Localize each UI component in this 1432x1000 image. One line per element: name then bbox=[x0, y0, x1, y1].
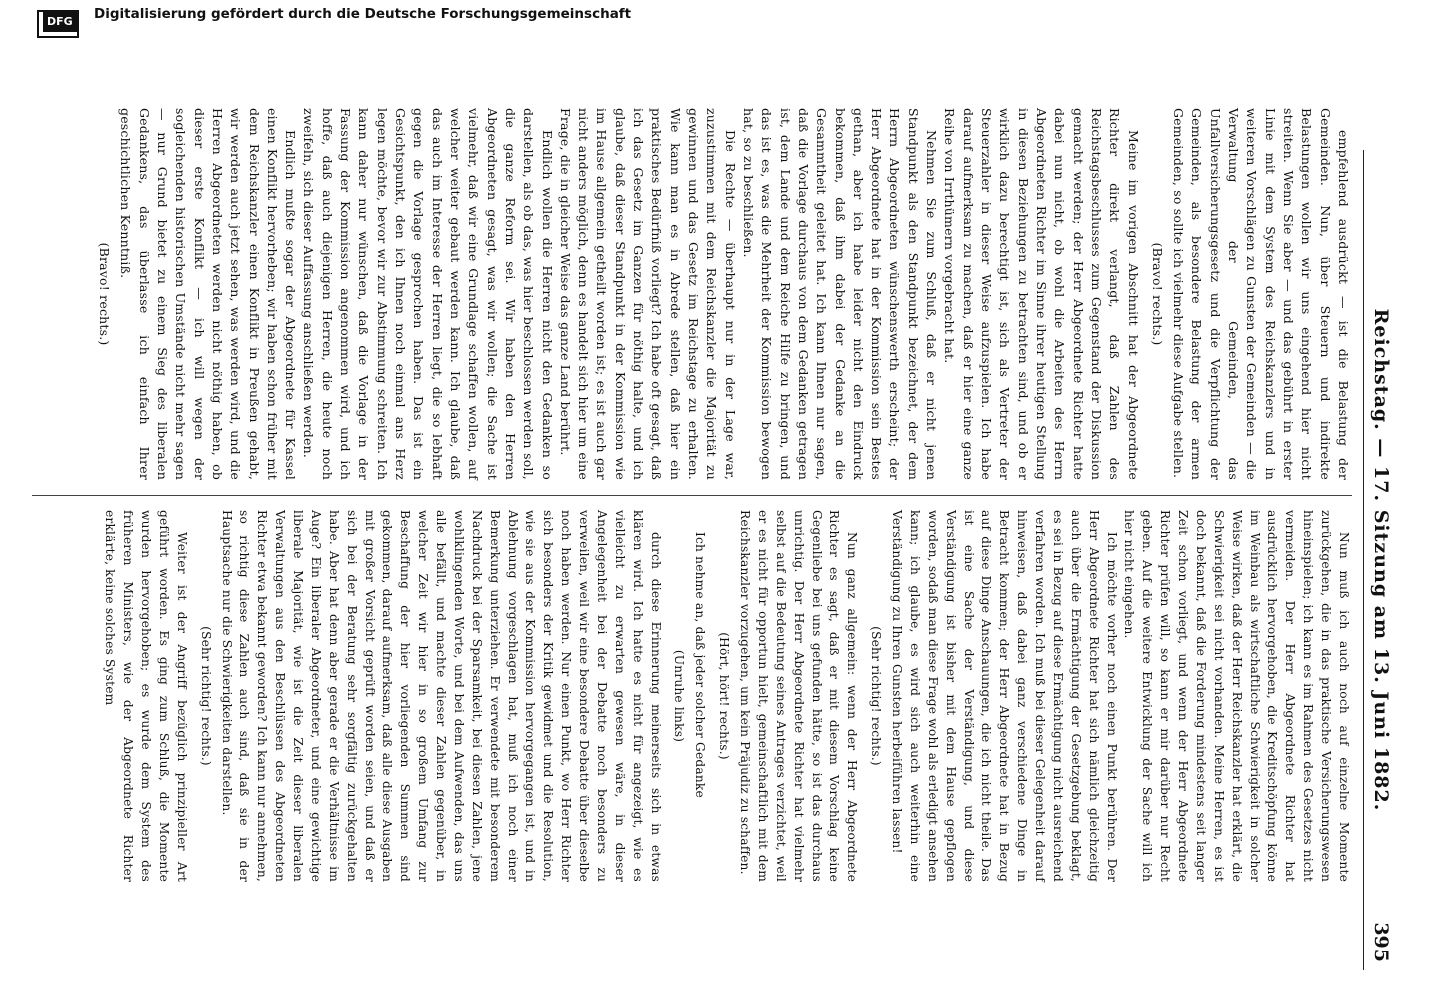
left-column bbox=[101, 510, 1353, 882]
paragraph: Ich möchte vorher noch einen Punkt berühren. Der Herr Abgeordnete Richter hat sich nämlich gleichzeitig auch über die Ermächtigung der Gesetzgebung beklagt, es sei in Bezug auf diese Ermächtigung nicht ausreichend verfahren worden. Ich muß bei dieser Gelegenheit darauf hinweisen, daß dabei ganz verschiedene Dinge in Betracht kommen; der Herr Abgeordnete hat in Bezug auf diese Dinge Anschauungen, die ich nicht theile. Das ist eine Sache der Verständigung, und diese Verständigung ist bisher mit dem Hause gepflogen worden, sodaß man diese Frage wohl als erledigt ansehen kann; ich glaube, es wird sich auch weiterhin eine Verständigung zu Ihren Gunsten herbeiführen lassen! bbox=[890, 510, 1119, 882]
interjection: (Bravo! rechts.) bbox=[1149, 242, 1165, 346]
paragraph: Nun muß ich auch noch auf einzelne Momente zurückgehen, die in das praktische Versicherungswesen hineinspielen; ich kann es im Rahmen des Gesetzes nicht vermeiden. Der Herr Abgeordnete Richter hat ausdrücklich hervorgehoben, die Kreditschöpfung könne im Weinbau als wirtschaftliche Schwierigkeit in solcher Weise wirken, daß der Herr Reichskanzler hat erklärt, die Schwierigkeit sei nicht vorhanden. Meine Herren, es ist doch bekannt, daß die Forderung mindestens seit langer Zeit schon vorliegt, und wenn der Herr Abgeordnete Richter prüfen will, so kann er mir darüber nur Recht geben. Auf die weitere Entwicklung der Sache will ich hier nicht eingehen. bbox=[1122, 510, 1351, 882]
paragraph: Endlich mußte sogar der Abgeordnete für Kassel einen Konflikt hervorheben; wir haben schon früher mit dem Reichskanzler einen Konflikt in Preußen gehabt, wir werden auch jetzt sehen, was werden wird, und die Herren Abgeordneten werden nicht nöthig haben, ob dieser erste Konflikt — ich will wegen der sogleichenden historischen Umstände nicht mehr sagen — nur Grund bietet zu einem Sieg des liberalen Gedankens, das überlasse ich einfach Ihrer geschichtlichen Kenntniß. bbox=[118, 108, 299, 480]
paragraph: Meine im vorigen Abschnitt hat der Abgeordnete Richter direkt verlangt, daß Zahlen des Reichstagsbeschlusses zum Gegenstand der Diskussion gemacht werden; der Herr Abgeordnete Richter hatte dabei nun nicht, ob wohl die Arbeiten des Herrn Abgeordneten Richter im Sinne ihrer heutigen Stellung in diesen Beziehungen zu betrachten sind, und ob er wirklich dazu berechtigt ist, sich als Vertreter der Steuerzahler in dieser Weise aufzuspielen. Ich habe darauf aufmerksam zu machen, daß er hier eine ganze Reihe von Irrthümern vorgebracht hat. bbox=[942, 108, 1141, 480]
paragraph: Weiter ist der Angriff bezüglich prinzipieller Art geführt worden. Es ging zum Schluß, die Momente wurden hervorgehoben; es wurde dem System des früheren Ministers, wie der Abgeordnete Richter erklärte, keine solches System bbox=[103, 510, 189, 882]
interjection: (Unruhe links) bbox=[672, 649, 687, 743]
interjection: (Hört, hört! rechts.) bbox=[717, 632, 732, 760]
paragraph: Endlich wollen die Herren nicht den Gedanken so darstellen, als ob das, was hier beschlossen werden soll, die ganze Reform sei. Wir haben den Herren Abgeordneten gesagt, was wir wollen; die Sache ist vielmehr, daß wir eine Grundlage schaffen wollen, auf welcher weiter gebaut werden kann. Ich glaube, daß das auch im Interesse der Herren liegt, die so lebhaft gegen die Vorlage gesprochen haben. Das ist ein Gesichtspunkt, den ich Ihnen noch einmal ans Herz legen möchte, bevor wir zur Abstimmung schreiten. Ich kann daher nur wünschen, daß die Vorlage in der Fassung der Kommission angenommen wird, und ich hoffe, daß auch diejenigen Herren, die heute noch zweifeln, sich dieser Auffassung anschließen werden. bbox=[301, 108, 555, 480]
paragraph: Ich nehme an, daß jeder solcher Gedanke bbox=[693, 532, 708, 798]
paragraph: Nun ganz allgemein: wenn der Herr Abgeordnete Richter es sagt, daß er mit diesem Vorschlag keine Gegenliebe bei uns gefunden hätte, so ist das durchaus unrichtig. Der Herr Abgeordnete Richter hat vielmehr selbst auf die Bedeutung seines Antrages verzichtet, weil er es nicht für opportun hielt, gemeinschaftlich mit dem Reichskanzler vorzugehen, um kein Präjudiz zu schaffen. bbox=[738, 510, 860, 882]
funding-credit: Digitalisierung gefördert durch die Deutsche Forschungsgemeinschaft bbox=[94, 6, 632, 22]
page-number: 395 bbox=[1370, 922, 1392, 962]
page-header-title: Reichstag. — 17. Sitzung am 13. Juni 1882. bbox=[1370, 308, 1392, 812]
dfg-logo-icon bbox=[37, 10, 79, 38]
interjection: (Sehr richtig! rechts.) bbox=[198, 626, 213, 766]
digitization-sidebar bbox=[24, 6, 1424, 40]
interjection: (Sehr richtig! rechts.) bbox=[869, 626, 884, 766]
column-divider bbox=[32, 495, 1352, 496]
interjection: (Bravo! rechts.) bbox=[97, 242, 113, 346]
right-column bbox=[89, 108, 1352, 480]
header-rule bbox=[1363, 150, 1364, 970]
page-header bbox=[1362, 150, 1392, 970]
dfg-logo-text: DFG bbox=[43, 12, 77, 32]
paragraph: durch diese Erinnerung meinerseits sich in etwas klären wird. Ich hatte es nicht für angezeigt, wie es vielleicht zu erwarten gewesen wäre, in dieser Angelegenheit bei der Debatte noch besonders zu verweilen, weil wir eine besondere Debatte über dieselbe noch haben werden. Nur einen Punkt, wo Herr Richter sich besonders der Kritik gewidmet und die Resolution, wie sie aus der Kommission hervorgegangen ist, und in Ablehnung vorgeschlagen hat, muß ich noch einer Bemerkung unterziehen. Er verwendete mit besonderem Nachdruck bei der Sparsamkeit, bei diesen Zahlen, jene wohlklingenden Worte, und bei dem Aufwenden, das uns alle befällt, und machte dieser Zahlen gegenüber, in welcher Zeit wir hier in so großem Umfang zur Beschaffung der hier vorliegenden Summen sind gekommen, darauf aufmerksam, daß alle diese Ausgaben mit großer Vorsicht geprüft worden seien, und daß er sich bei der Beratung sehr sorgfältig zurückgehalten habe. Aber hat denn aber gerade er die Verhältnisse im Auge? Ein liberaler Abgeordneter, und eine gewichtige liberale Majorität, wie ist die Zeit dieser liberalen Verwaltungen aus den Beschlüssen des Abgeordneten Richter etwa bekannt geworden? Ich kann nur annehmen, so richtig diese Zahlen auch sind, daß sie in der Hauptsache nur die Schwierigkeiten darstellen. bbox=[219, 510, 663, 882]
paragraph: empfehlend ausdrückt — ist die Belastung der Gemeinden. Nun, über Steuern und indirekte Belastungen wollen wir uns eingehend hier nicht streiten. Wenn Sie aber — und das gebührt in erster Linie mit dem System des Reichskanzlers und in weiteren Vorschlägen zu Gunsten der Gemeinden — die Verwaltung der Gemeinden, das Unfallversicherungsgesetz und die Verpflichtung der Gemeinden, als besondere Belastung der armen Gemeinden, so sollte ich vielmehr diese Aufgabe stellen. bbox=[1171, 108, 1351, 480]
paragraph: Die Rechte — überhaupt nur in der Lage war, zuzustimmen mit dem Reichskanzler die Majorität zu gewinnen und das Gesetz im Reichstage zu erhalten. Wie kann man es in Abrede stellen, daß hier ein praktisches Bedürfniß vorliegt? Ich habe oft gesagt, daß ich das Gesetz im Ganzen für nöthig halte, und ich glaube, daß dieser Standpunkt in der Kommission wie im Hause allgemein getheilt worden ist; es ist auch gar nicht anders möglich, denn es handelt sich hier um eine Frage, die in gleicher Weise das ganze Land berührt. bbox=[557, 108, 738, 480]
paragraph: Nehmen Sie zum Schluß, daß er nicht jenen Standpunkt als den Standpunkt bezeichnet, der dem Herrn Abgeordneten wünschenswerth erscheint; der Herr Abgeordnete hat in der Kommission sein Bestes gethan, aber ich habe leider nicht den Eindruck bekommen, daß ihm dabei der Gedanke an die Gesammtheit geleitet hat. Ich kann Ihnen nur sagen, daß die Vorlage durchaus von dem Gedanken getragen ist, dem Lande und dem Reiche Hilfe zu bringen, und das ist es, was die Mehrheit der Kommission bewogen hat, so zu beschließen. bbox=[741, 108, 940, 480]
